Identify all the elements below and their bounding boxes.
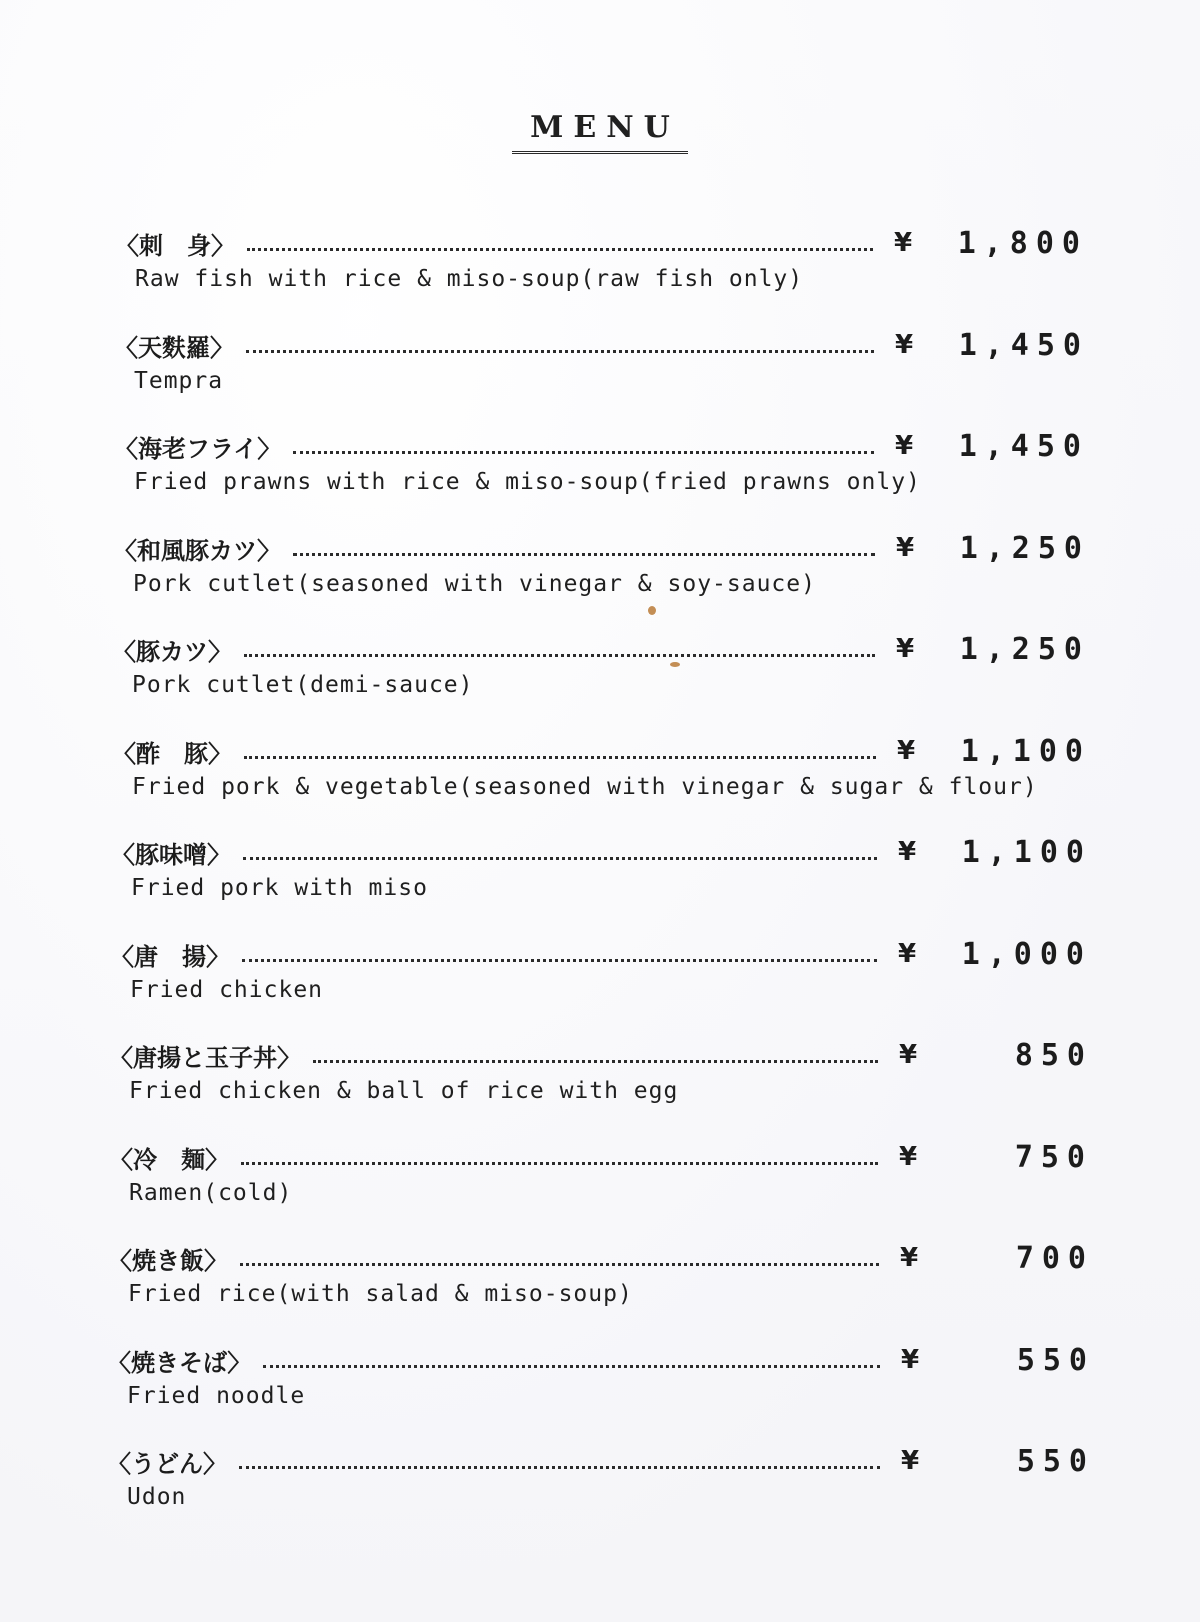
item-name: 〈海老フライ〉 bbox=[114, 434, 282, 463]
yen-symbol: ¥ bbox=[900, 1446, 920, 1476]
item-name: 〈和風豚カツ〉 bbox=[113, 536, 281, 565]
menu-item-ebi-fry bbox=[114, 429, 1089, 519]
item-price: 1,250 bbox=[959, 631, 1090, 667]
menu-item-tempura bbox=[114, 328, 1089, 418]
item-head bbox=[107, 1444, 1095, 1478]
item-head bbox=[109, 1038, 1093, 1072]
dot-leader bbox=[243, 857, 877, 860]
item-head bbox=[112, 632, 1090, 666]
item-description: Pork cutlet(seasoned with vinegar & soy-sauce) bbox=[133, 571, 816, 597]
item-name: 〈豚カツ〉 bbox=[112, 637, 232, 666]
yen-symbol: ¥ bbox=[898, 1142, 918, 1172]
item-head bbox=[114, 328, 1089, 362]
item-description: Tempra bbox=[134, 368, 224, 394]
item-price: 1,450 bbox=[958, 428, 1089, 464]
stain-mark bbox=[648, 606, 656, 615]
item-head bbox=[114, 429, 1089, 463]
item-price: 1,800 bbox=[957, 225, 1088, 261]
item-head bbox=[111, 835, 1092, 869]
item-price: 700 bbox=[1015, 1240, 1094, 1276]
menu-item-reimen bbox=[109, 1140, 1093, 1230]
yen-symbol: ¥ bbox=[895, 634, 915, 664]
item-name: 〈豚味噌〉 bbox=[111, 840, 231, 869]
item-price: 750 bbox=[1014, 1139, 1093, 1175]
dot-leader bbox=[246, 350, 874, 353]
item-price: 1,250 bbox=[959, 530, 1090, 566]
item-name: 〈刺 身〉 bbox=[115, 231, 235, 260]
item-description: Fried chicken bbox=[130, 977, 324, 1003]
item-head bbox=[109, 1140, 1093, 1174]
dot-leader bbox=[241, 1162, 878, 1165]
dot-leader bbox=[240, 1263, 879, 1266]
item-description: Ramen(cold) bbox=[129, 1180, 293, 1206]
item-head bbox=[110, 937, 1092, 971]
menu-item-sashimi bbox=[115, 226, 1088, 316]
yen-symbol: ¥ bbox=[894, 431, 914, 461]
yen-symbol: ¥ bbox=[897, 939, 917, 969]
item-description: Pork cutlet(demi-sauce) bbox=[132, 672, 474, 698]
item-head bbox=[115, 226, 1088, 260]
dot-leader bbox=[293, 451, 874, 454]
item-description: Fried noodle bbox=[127, 1383, 306, 1409]
menu-item-subuta bbox=[112, 734, 1091, 824]
menu-item-karaage bbox=[110, 937, 1092, 1027]
item-head bbox=[107, 1343, 1095, 1377]
menu-item-wafu-tonkatsu bbox=[113, 531, 1090, 621]
stain-mark bbox=[670, 662, 680, 667]
dot-leader bbox=[293, 553, 875, 556]
item-description: Fried pork with miso bbox=[131, 875, 428, 901]
yen-symbol: ¥ bbox=[898, 1040, 918, 1070]
yen-symbol: ¥ bbox=[897, 837, 917, 867]
yen-symbol: ¥ bbox=[894, 330, 914, 360]
item-description: Fried chicken & ball of rice with egg bbox=[129, 1078, 679, 1104]
item-head bbox=[112, 734, 1091, 768]
item-price: 550 bbox=[1016, 1342, 1095, 1378]
menu-item-yakisoba bbox=[107, 1343, 1095, 1433]
item-name: 〈唐 揚〉 bbox=[110, 942, 230, 971]
item-name: 〈うどん〉 bbox=[107, 1449, 227, 1478]
item-price: 1,000 bbox=[961, 936, 1092, 972]
item-price: 1,100 bbox=[960, 733, 1091, 769]
item-name: 〈天麩羅〉 bbox=[114, 333, 234, 362]
item-name: 〈焼き飯〉 bbox=[108, 1246, 228, 1275]
yen-symbol: ¥ bbox=[893, 228, 913, 258]
yen-symbol: ¥ bbox=[899, 1243, 919, 1273]
item-price: 1,450 bbox=[958, 327, 1089, 363]
dot-leader bbox=[244, 654, 875, 657]
item-name: 〈焼きそば〉 bbox=[107, 1348, 252, 1377]
title-wrap bbox=[0, 110, 1200, 154]
item-price: 850 bbox=[1014, 1037, 1093, 1073]
yen-symbol: ¥ bbox=[895, 533, 915, 563]
dot-leader bbox=[239, 1466, 880, 1469]
item-description: Fried prawns with rice & miso-soup(fried prawns only) bbox=[134, 469, 921, 495]
item-name: 〈酢 豚〉 bbox=[112, 739, 232, 768]
item-description: Fried pork & vegetable(seasoned with vinegar & sugar & flour) bbox=[132, 774, 1038, 800]
item-price: 1,100 bbox=[961, 834, 1092, 870]
yen-symbol: ¥ bbox=[900, 1345, 920, 1375]
item-description: Udon bbox=[127, 1484, 187, 1510]
yen-symbol: ¥ bbox=[896, 736, 916, 766]
item-price: 550 bbox=[1016, 1443, 1095, 1479]
dot-leader bbox=[244, 756, 876, 759]
item-description: Fried rice(with salad & miso-soup) bbox=[128, 1281, 633, 1307]
item-name: 〈唐揚と玉子丼〉 bbox=[109, 1043, 301, 1072]
item-description: Raw fish with rice & miso-soup(raw fish only) bbox=[135, 266, 804, 292]
dot-leader bbox=[242, 959, 877, 962]
menu-item-karaage-tamagodon bbox=[109, 1038, 1093, 1128]
menu-item-tonkatsu bbox=[112, 632, 1090, 722]
item-name: 〈冷 麺〉 bbox=[109, 1145, 229, 1174]
item-head bbox=[113, 531, 1090, 565]
menu-title: MENU bbox=[512, 110, 688, 154]
menu-item-buta-miso bbox=[111, 835, 1092, 925]
menu-item-yakimeshi bbox=[108, 1241, 1094, 1331]
menu-item-udon bbox=[107, 1444, 1095, 1534]
dot-leader bbox=[313, 1060, 878, 1063]
dot-leader bbox=[247, 248, 873, 251]
item-head bbox=[108, 1241, 1094, 1275]
dot-leader bbox=[263, 1365, 880, 1368]
